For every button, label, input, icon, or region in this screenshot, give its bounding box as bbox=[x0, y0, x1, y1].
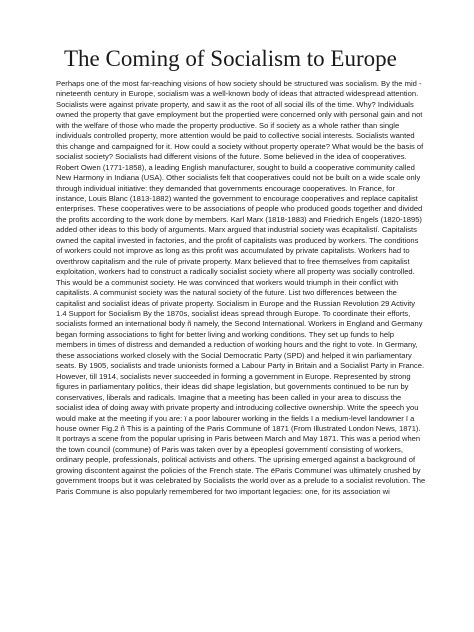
body-paragraph: Perhaps one of the most far-reaching visions of how society should be structured was socialism. By the mid - nineteenth century in Europe, socialism was a well-known body of ideas that attracted widespread attention. Socialists were against private property, and saw it as the root of all social ills of the time. Why? Individuals owned the property that gave employment but the propertied were concerned only with personal gain and not with the welfare of those who made the property productive. So if society as a whole rather than single individuals controlled property, more attention would be paid to collective social interests. Socialists wanted this change and campaigned for it. How could a society without property operate? What would be the basis of socialist society? Socialists had different visions of the future. Some believed in the idea of cooperatives. Robert Owen (1771-1858), a leading English manufacturer, sought to build a cooperative community called New Harmony in Indiana (USA). Other socialists felt that cooperatives could not be built on a wide scale only through individual initiative: they demanded that governments encourage cooperatives. In France, for instance, Louis Blanc (1813-1882) wanted the government to encourage cooperatives and replace capitalist enterprises. These cooperatives were to be associations of people who produced goods together and divided the profits according to the work done by members. Karl Marx (1818-1883) and Friedrich Engels (1820-1895) added other ideas to this body of arguments. Marx argued that industrial society was ëcapitalistí. Capitalists owned the capital invested in factories, and the profit of capitalists was produced by workers. The conditions of workers could not improve as long as this profit was accumulated by private capitalists. Workers had to overthrow capitalism and the rule of private property. Marx believed that to free themselves from capitalist exploitation, workers had to construct a radically socialist society where all property was socially controlled. This would be a communist society. He was convinced that workers would triumph in their conflict with capitalists. A communist society was the natural society of the future. List two differences between the capitalist and socialist ideas of private property. Socialism in Europe and the Russian Revolution 29 Activity 1.4 Support for Socialism By the 1870s, socialist ideas spread through Europe. To coordinate their efforts, socialists formed an international body ñ namely, the Second International. Workers in England and Germany began forming associations to fight for better living and working conditions. They set up funds to help members in times of distress and demanded a reduction of working hours and the right to vote. In Germany, these associations worked closely with the Social Democratic Party (SPD) and helped it win parliamentary seats. By 1905, socialists and trade unionists formed a Labour Party in Britain and a Socialist Party in France. However, till 1914, socialists never succeeded in forming a government in Europe. Represented by strong figures in parliamentary politics, their ideas did shape legislation, but governments continued to be run by conservatives, liberals and radicals. Imagine that a meeting has been called in your area to discuss the socialist idea of doing away with private property and introducing collective ownership. Write the speech you would make at the meeting if you are: ï a poor labourer working in the fields ï a medium-level landowner ï a house owner Fig.2 ñ This is a painting of the Paris Commune of 1871 (From Illustrated London News, 1871). It portrays a scene from the popular uprising in Paris between March and May 1871. This was a period when the town council (commune) of Paris was taken over by a ëpeoplesí governmentí consisting of workers, ordinary people, professionals, political activists and others. The uprising emerged against a background of growing discontent against the policies of the French state. The ëParis Communeí was ultimately crushed by government troops but it was celebrated by Socialists the world over as a prelude to a socialist revolution. The Paris Commune is also popularly remembered for two important legacies: one, for its association wi bbox=[56, 79, 426, 496]
page-title: The Coming of Socialism to Europe bbox=[64, 46, 397, 71]
